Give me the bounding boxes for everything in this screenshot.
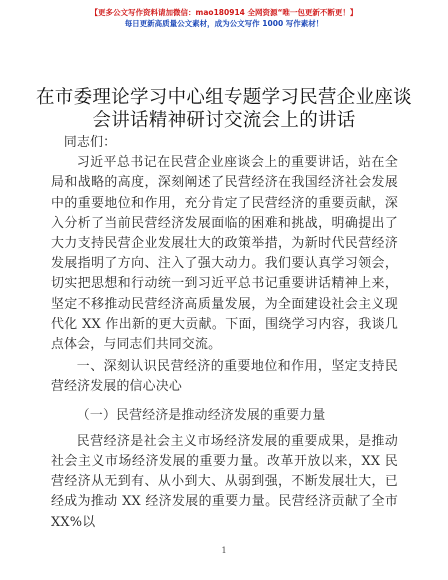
page-number: 1	[221, 546, 227, 555]
paragraph-2: 民营经济是社会主义市场经济发展的重要成果，是推动社会主义市场经济发展的重要力量。改革开放以来，XX 民营经济从无到有、从小到大、从弱到强，不断发展壮大，已经成为推动 XX 经济发展的重要力量。民营经济贡献了全市 XX%以	[51, 433, 398, 530]
document-title: 在市委理论学习中心组专题学习民营企业座谈会讲话精神研讨交流会上的讲话	[35, 87, 412, 131]
section-heading-1: 一、深刻认识民营经济的重要地位和作用，坚定支持民营经济发展的信心决心	[51, 359, 398, 395]
document-body	[51, 133, 398, 533]
greeting: 同志们：	[63, 135, 117, 150]
promo-line-1: 【更多公文写作资料请加微信：mao180914 全网资源“唯一包更新不断更！】	[90, 8, 358, 17]
paragraph-intro: 习近平总书记在民营企业座谈会上的重要讲话，站在全局和战略的高度，深刻阐述了民营经济在我国经济社会发展中的重要地位和作用，充分肯定了民营经济的重要贡献，深入分析了当前民营经济发展面临的困难和挑战，明确提出了大力支持民营企业发展壮大的政策举措，为新时代民营经济发展指明了方向、注入了强大动力。我们要认真学习领会，切实把思想和行动统一到习近平总书记重要讲话精神上来，坚定不移推动民营经济高质量发展，为全面建设社会主义现代化 XX 作出新的更大贡献。下面，围绕学习内容，我谈几点体会，与同志们共同交流。	[51, 155, 398, 353]
promo-banner	[0, 8, 448, 29]
promo-line-2: 每日更新高质量公文素材，成为公文写作 1000 写作素材！	[124, 19, 324, 28]
subsection-heading-1: （一）民营经济是推动经济发展的重要力量	[76, 407, 326, 423]
